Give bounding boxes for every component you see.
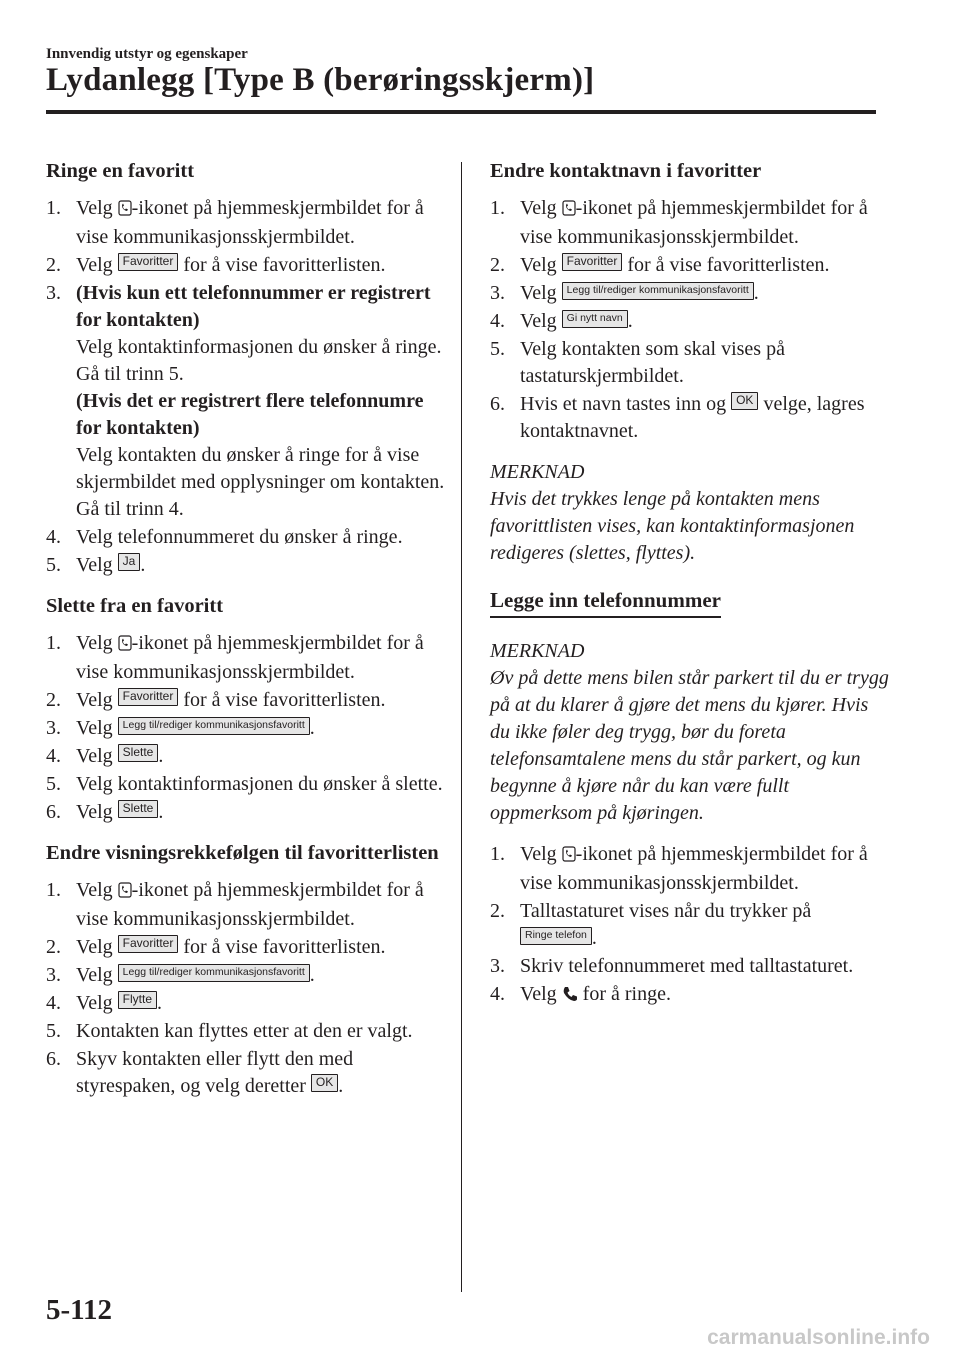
list-item: 4. Velg for å ringe. xyxy=(490,981,890,1010)
step-number: 4. xyxy=(490,310,505,332)
steps-endre-kontaktnavn xyxy=(490,195,890,445)
step-number: 2. xyxy=(46,689,61,711)
list-item: 5. Kontakten kan flyttes etter at den er valgt. xyxy=(46,1018,446,1045)
list-item: 3. Velg Legg til/rediger kommunikasjonsfavoritt . xyxy=(46,715,446,742)
header-rule xyxy=(46,110,876,114)
step-number: 1. xyxy=(46,632,61,654)
list-item: 4. Velg Slette . xyxy=(46,743,446,770)
list-item: 2. Velg Favoritter for å vise favoritterlisten. xyxy=(46,934,446,961)
list-item: 6. Hvis et navn tastes inn og OK velge, lagres kontaktnavnet. xyxy=(490,393,865,442)
handset-icon[interactable] xyxy=(562,983,578,1010)
note-heading: MERKNAD xyxy=(490,640,585,662)
list-item: 4. Velg telefonnummeret du ønsker å ringe. xyxy=(46,524,446,551)
heading-endre-visningsrekkefolge: Endre visningsrekkefølgen til favoritterlisten xyxy=(46,842,439,864)
favoritter-button[interactable]: Favoritter xyxy=(118,688,179,706)
list-item: 1. Velg -ikonet på hjemmeskjermbildet for å vise kommunikasjonsskjermbildet. xyxy=(46,879,424,930)
steps-legge-inn-telefonnummer xyxy=(490,841,890,1010)
step-number: 1. xyxy=(46,197,61,219)
step-number: 2. xyxy=(490,254,505,276)
watermark: carmanualsonline.info xyxy=(707,1326,930,1349)
step-number: 4. xyxy=(46,992,61,1014)
column-divider xyxy=(461,162,462,1292)
ringe-telefon-button[interactable]: Ringe telefon xyxy=(520,927,592,945)
list-item: 5. Velg kontakten som skal vises på tastaturskjermbildet. xyxy=(490,338,785,387)
step-number: 5. xyxy=(46,1020,61,1042)
ja-button[interactable]: Ja xyxy=(118,553,141,571)
step-number: 3. xyxy=(46,717,61,739)
list-item: 3. Velg Legg til/rediger kommunikasjonsfavoritt . xyxy=(46,962,446,989)
steps-endre-visningsrekkefolge xyxy=(46,877,446,1100)
legg-til-rediger-button[interactable]: Legg til/rediger kommunikasjonsfavoritt xyxy=(562,282,754,300)
slette-button[interactable]: Slette xyxy=(118,744,159,762)
page-title: Lydanlegg [Type B (berøringsskjerm)] xyxy=(46,62,595,98)
list-item: 1. Velg -ikonet på hjemmeskjermbildet for å vise kommunikasjonsskjermbildet. xyxy=(46,632,424,683)
list-item: 1. Velg -ikonet på hjemmeskjermbildet for å vise kommunikasjonsskjermbildet. xyxy=(490,843,868,894)
step-number: 3. xyxy=(46,964,61,986)
list-item: 3. (Hvis kun ett telefonnummer er registrert for kontakten) Velg kontaktinformasjonen du ønsker å ringe. Gå til trinn 5. (Hvis det er registrert flere telefonnumre for kontakten) Velg kontakten du ønsker å ringe for å vise skjermbildet med opplysninger om kontakten. Gå til trinn 4. xyxy=(46,282,445,520)
right-column xyxy=(490,158,890,1024)
list-item: 3. Velg Legg til/rediger kommunikasjonsfavoritt . xyxy=(490,280,890,307)
list-item: 5. Velg kontaktinformasjonen du ønsker å slette. xyxy=(46,771,446,798)
list-item: 1. Velg -ikonet på hjemmeskjermbildet for å vise kommunikasjonsskjermbildet. xyxy=(490,197,868,248)
list-item: 2. Talltastaturet vises når du trykker på Ringe telefon . xyxy=(490,900,812,949)
phone-screen-icon xyxy=(562,843,576,870)
flytte-button[interactable]: Flytte xyxy=(118,991,157,1009)
step-number: 4. xyxy=(490,983,505,1005)
heading-slette-favoritt: Slette fra en favoritt xyxy=(46,595,224,617)
step-number: 1. xyxy=(490,843,505,865)
step-number: 1. xyxy=(490,197,505,219)
ok-button[interactable]: OK xyxy=(731,392,758,410)
favoritter-button[interactable]: Favoritter xyxy=(118,253,179,271)
gi-nytt-navn-button[interactable]: Gi nytt navn xyxy=(562,310,628,328)
step-number: 6. xyxy=(46,1048,61,1070)
heading-endre-kontaktnavn: Endre kontaktnavn i favoritter xyxy=(490,160,762,182)
step-number: 2. xyxy=(46,254,61,276)
list-item: 3. Skriv telefonnummeret med talltastaturet. xyxy=(490,953,890,980)
step-number: 3. xyxy=(490,955,505,977)
list-item: 2. Velg Favoritter for å vise favoritterlisten. xyxy=(46,687,446,714)
legg-til-rediger-button[interactable]: Legg til/rediger kommunikasjonsfavoritt xyxy=(118,717,310,735)
step-number: 6. xyxy=(490,393,505,415)
list-item: 4. Velg Flytte . xyxy=(46,990,446,1017)
step-number: 5. xyxy=(46,773,61,795)
step-number: 5. xyxy=(46,554,61,576)
note-text: Øv på dette mens bilen står parkert til du er trygg på at du klarer å gjøre det mens du kjører. Hvis du ikke føler deg trygg, bør du foreta telefonsamtalene mens du står parkert, og kun begynne å kjøre når du kan være fullt oppmerksom på kjøringen. xyxy=(490,667,889,824)
list-item: 6. Velg Slette . xyxy=(46,799,446,826)
legg-til-rediger-button[interactable]: Legg til/rediger kommunikasjonsfavoritt xyxy=(118,964,310,982)
list-item: 5. Velg Ja . xyxy=(46,552,446,579)
page-number: 5-112 xyxy=(46,1294,113,1326)
step-number: 2. xyxy=(490,900,505,922)
step-number: 6. xyxy=(46,801,61,823)
step-number: 1. xyxy=(46,879,61,901)
section-heading-legge-inn: Legge inn telefonnummer xyxy=(490,587,721,618)
list-item: 6. Skyv kontakten eller flytt den med styrespaken, og velg deretter OK . xyxy=(46,1048,354,1097)
step-number: 3. xyxy=(46,282,61,304)
phone-screen-icon xyxy=(562,197,576,224)
ok-button[interactable]: OK xyxy=(311,1074,338,1092)
steps-ringe-favoritt xyxy=(46,195,446,579)
step-number: 4. xyxy=(46,526,61,548)
note-heading: MERKNAD xyxy=(490,461,585,483)
left-column xyxy=(46,158,446,1114)
favoritter-button[interactable]: Favoritter xyxy=(118,935,179,953)
phone-screen-icon xyxy=(118,197,132,224)
phone-screen-icon xyxy=(118,632,132,659)
favoritter-button[interactable]: Favoritter xyxy=(562,253,623,271)
list-item: 4. Velg Gi nytt navn . xyxy=(490,308,890,335)
section-kicker: Innvendig utstyr og egenskaper xyxy=(46,46,248,62)
phone-screen-icon xyxy=(118,879,132,906)
steps-slette-favoritt xyxy=(46,630,446,826)
step-number: 2. xyxy=(46,936,61,958)
list-item: 2. Velg Favoritter for å vise favoritterlisten. xyxy=(490,252,890,279)
step-number: 5. xyxy=(490,338,505,360)
list-item: 1. Velg -ikonet på hjemmeskjermbildet for å vise kommunikasjonsskjermbildet. xyxy=(46,197,424,248)
heading-ringe-favoritt: Ringe en favoritt xyxy=(46,160,195,182)
step-number: 4. xyxy=(46,745,61,767)
note-text: Hvis det trykkes lenge på kontakten mens favorittlisten vises, kan kontaktinformasjonen redigeres (slettes, flyttes). xyxy=(490,488,855,564)
step-number: 3. xyxy=(490,282,505,304)
slette-button[interactable]: Slette xyxy=(118,800,159,818)
list-item: 2. Velg Favoritter for å vise favoritterlisten. xyxy=(46,252,446,279)
